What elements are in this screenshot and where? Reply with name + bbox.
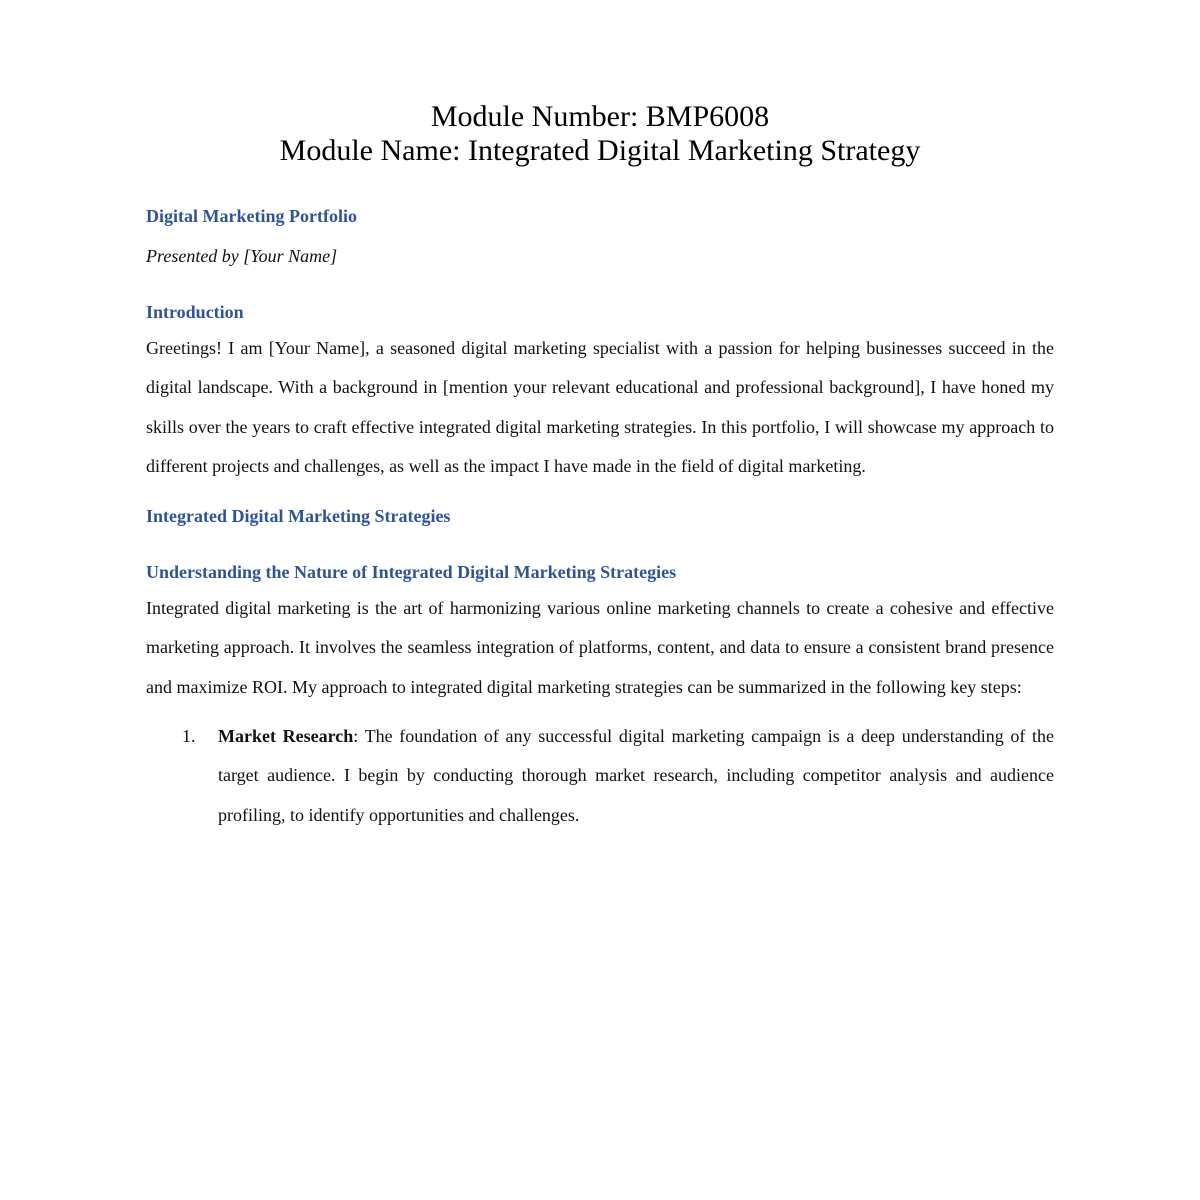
strategies-body: Integrated digital marketing is the art of harmonizing various online marketing channels to create a cohesive and effective marketing approach. It involves the seamless integration of platforms, content, and data to ensure a consistent brand presence and maximize ROI. My approach to integrated digital marketing strategies can be summarized in the following key steps: (146, 598, 1054, 697)
module-name: Module Name: Integrated Digital Marketing Strategy (279, 134, 921, 167)
module-number: Module Number: BMP6008 (430, 100, 770, 133)
document-content (146, 200, 1054, 835)
strategies-heading: Integrated Digital Marketing Strategies (146, 506, 451, 527)
title-block (0, 100, 1200, 168)
steps-list (146, 717, 1054, 835)
list-item (146, 717, 1054, 835)
strategies-subheading: Understanding the Nature of Integrated Digital Marketing Strategies (146, 562, 677, 583)
list-item-number: 1. (182, 726, 196, 747)
list-item-text: : The foundation of any successful digital marketing campaign is a deep understanding of the target audience. I begin by conducting thorough market research, including competitor analysis and audience profiling, to identify opportunities and challenges. (218, 726, 1054, 825)
portfolio-heading: Digital Marketing Portfolio (146, 206, 357, 226)
presented-by: Presented by [Your Name] (146, 246, 338, 266)
introduction-heading: Introduction (146, 302, 244, 322)
list-item-title: Market Research (218, 726, 354, 747)
introduction-body: Greetings! I am [Your Name], a seasoned digital marketing specialist with a passion for helping businesses succeed in the digital landscape. With a background in [mention your relevant educational and professional background], I have honed my skills over the years to craft effective integrated digital marketing strategies. In this portfolio, I will showcase my approach to different projects and challenges, as well as the impact I have made in the field of digital marketing. (146, 338, 1054, 476)
